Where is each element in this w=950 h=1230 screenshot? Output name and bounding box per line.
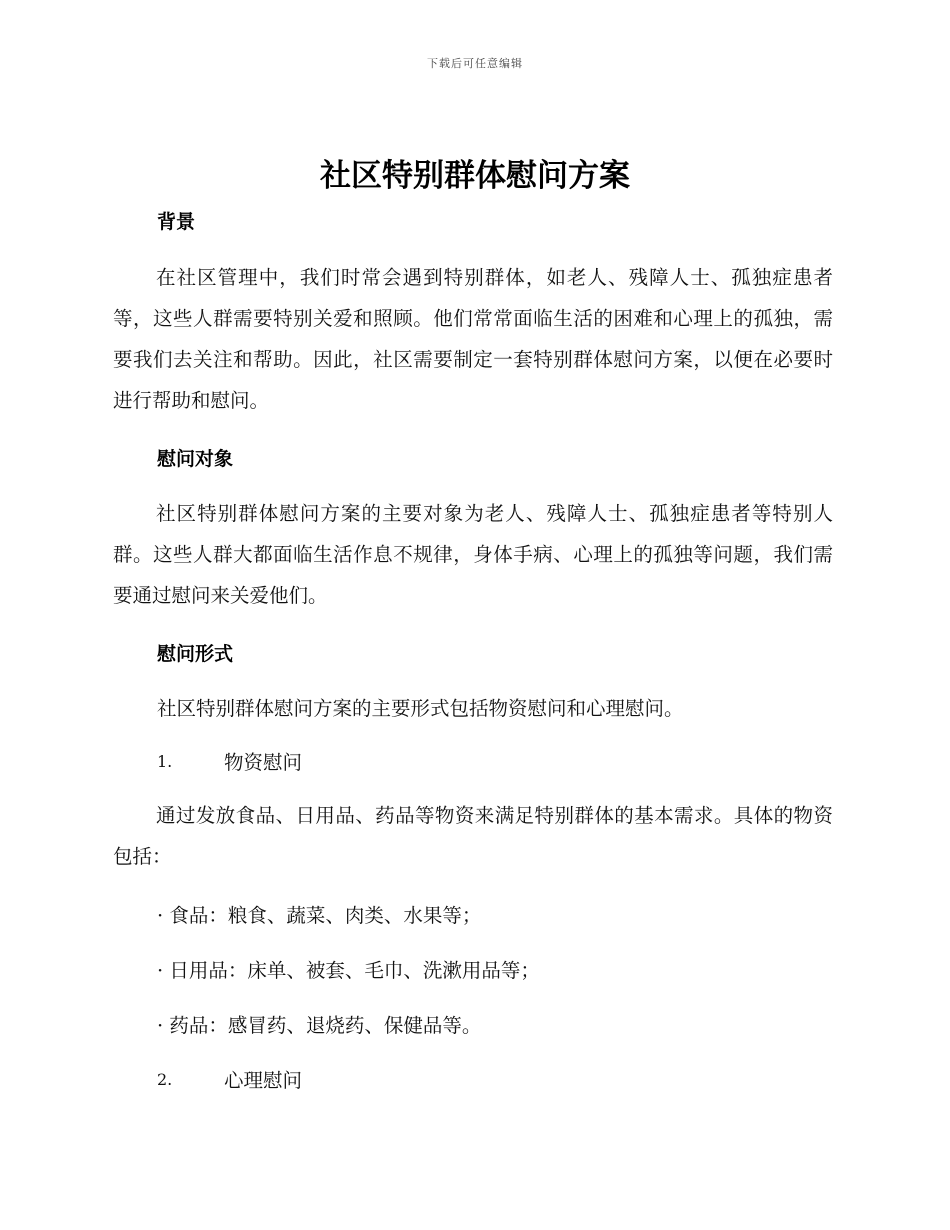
header-note: 下载后可任意编辑	[427, 57, 523, 70]
bullet-daily-goods: · 日用品：床单、被套、毛巾、洗漱用品等；	[157, 959, 540, 982]
paragraph-targets: 社区特别群体慰问方案的主要对象为老人、残障人士、孤独症患者等特别人群。这些人群大都面临生活作息不规律，身体手病、心理上的孤独等问题，我们需要通过慰问来关爱他们。	[113, 502, 833, 607]
heading-background: 背景	[157, 211, 196, 233]
bullet-medicine: · 药品：感冒药、退烧药、保健品等。	[157, 1014, 482, 1037]
paragraph-material: 通过发放食品、日用品、药品等物资来满足特别群体的基本需求。具体的物资包括：	[113, 804, 833, 868]
heading-targets: 慰问对象	[157, 448, 234, 470]
list-item-psychological: 心理慰问	[224, 1069, 303, 1092]
document-title: 社区特别群体慰问方案	[320, 158, 630, 194]
bullet-food: · 食品：粮食、蔬菜、肉类、水果等；	[157, 904, 482, 927]
list-number-1: 1.	[157, 752, 173, 771]
paragraph-forms-intro: 社区特别群体慰问方案的主要形式包括物资慰问和心理慰问。	[157, 697, 684, 720]
list-item-material: 物资慰问	[224, 751, 303, 774]
list-number-2: 2.	[157, 1070, 173, 1089]
paragraph-background: 在社区管理中，我们时常会遇到特别群体，如老人、残障人士、孤独症患者等，这些人群需要特别关爱和照顾。他们常常面临生活的困难和心理上的孤独，需要我们去关注和帮助。因此，社区需要制定一套特别群体慰问方案，以便在必要时进行帮助和慰问。	[113, 266, 833, 412]
heading-forms: 慰问形式	[157, 643, 234, 665]
